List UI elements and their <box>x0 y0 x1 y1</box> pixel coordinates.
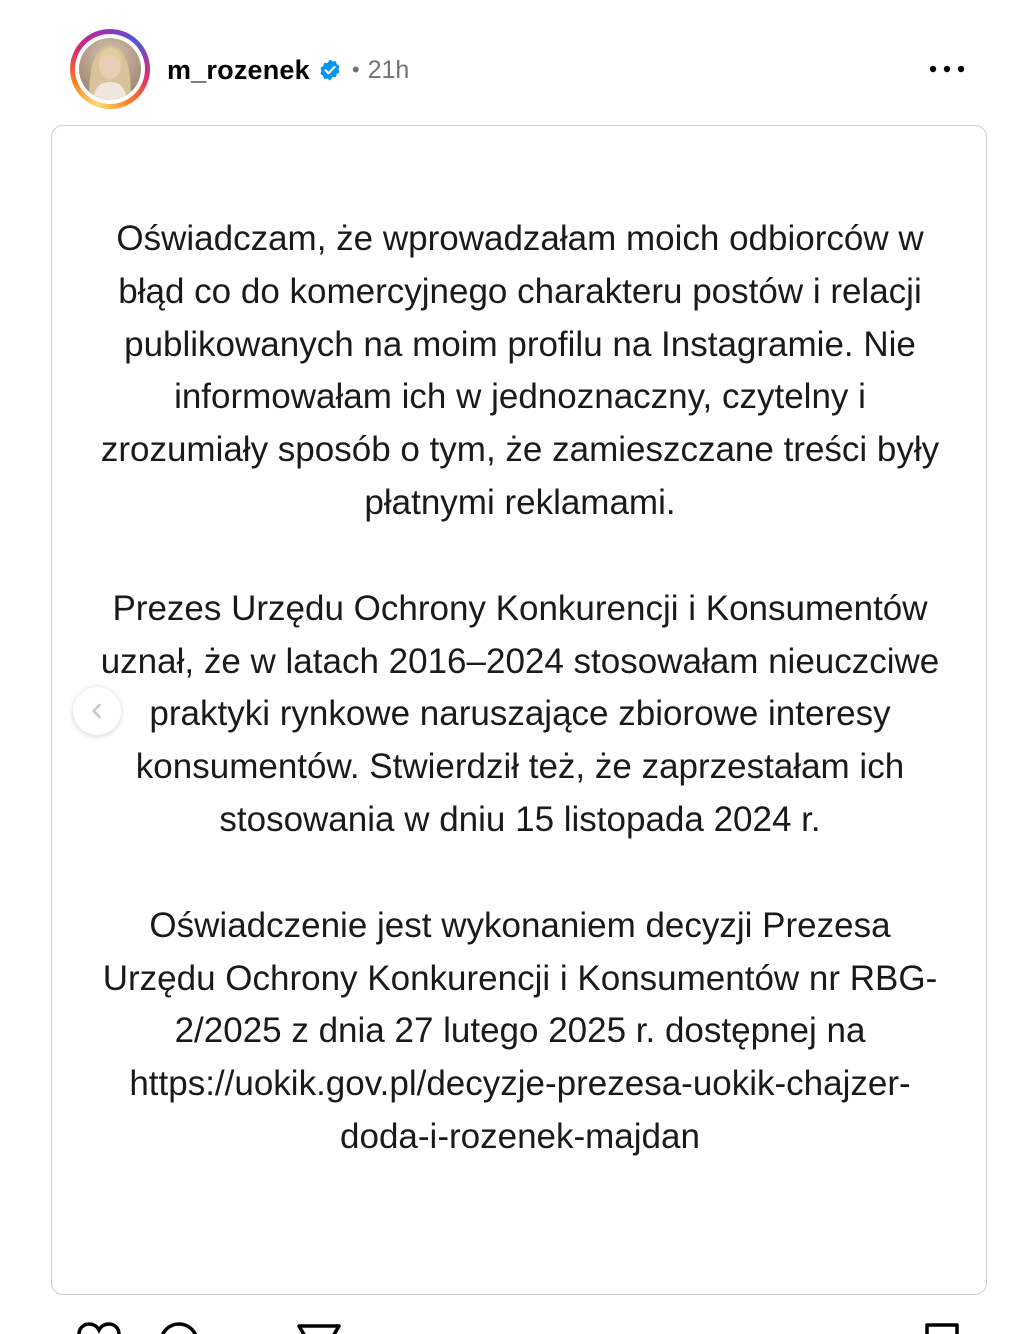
statement-paragraph-1: Oświadczam, że wprowadzałam moich odbiorców w błąd co do komercyjnego charakteru postów i relacji publikowanych na moim profilu na Instagramie. Nie informowałam ich w jednoznaczny, czytelny i zrozumiały sposób o tym, że zamieszczane treści były płatnymi reklamami. <box>100 219 940 522</box>
statement-text <box>52 213 988 1164</box>
post-header <box>0 0 1016 124</box>
avatar-portrait-icon <box>79 38 141 100</box>
paragraph-gap <box>52 530 988 583</box>
share-icon[interactable] <box>296 1322 342 1334</box>
carousel-prev-button[interactable] <box>73 687 121 735</box>
avatar[interactable] <box>70 29 150 109</box>
post-media-card[interactable] <box>51 125 987 1295</box>
verified-badge-icon <box>318 58 342 82</box>
separator-dot: • <box>351 57 360 82</box>
avatar-photo <box>79 38 141 100</box>
username[interactable]: m_rozenek <box>167 54 310 85</box>
username-row <box>167 51 409 89</box>
avatar-border <box>75 34 145 104</box>
bookmark-icon[interactable] <box>922 1322 962 1334</box>
heart-icon[interactable] <box>76 1322 122 1334</box>
paragraph-gap <box>52 847 988 900</box>
post-time: 21h <box>367 55 410 84</box>
chevron-left-icon <box>87 701 107 721</box>
more-options-icon[interactable] <box>925 58 969 80</box>
action-bar <box>0 1318 1016 1334</box>
comment-icon[interactable] <box>157 1322 201 1334</box>
statement-paragraph-2: Prezes Urzędu Ochrony Konkurencji i Konsumentów uznał, że w latach 2016–2024 stosowałam nieuczciwe praktyki rynkowe naruszające zbiorowe interesy konsumentów. Stwierdził też, że zaprzestałam ich stosowania w dniu 15 listopada 2024 r. <box>100 588 940 839</box>
statement-paragraph-3: Oświadczenie jest wykonaniem decyzji Prezesa Urzędu Ochrony Konkurencji i Konsumentów nr RBG-2/2025 z dnia 27 lutego 2025 r. dostępnej na https://uokik.gov.pl/decyzje-prezesa-uokik-chajzer-doda-i-rozenek-majdan <box>102 905 938 1156</box>
